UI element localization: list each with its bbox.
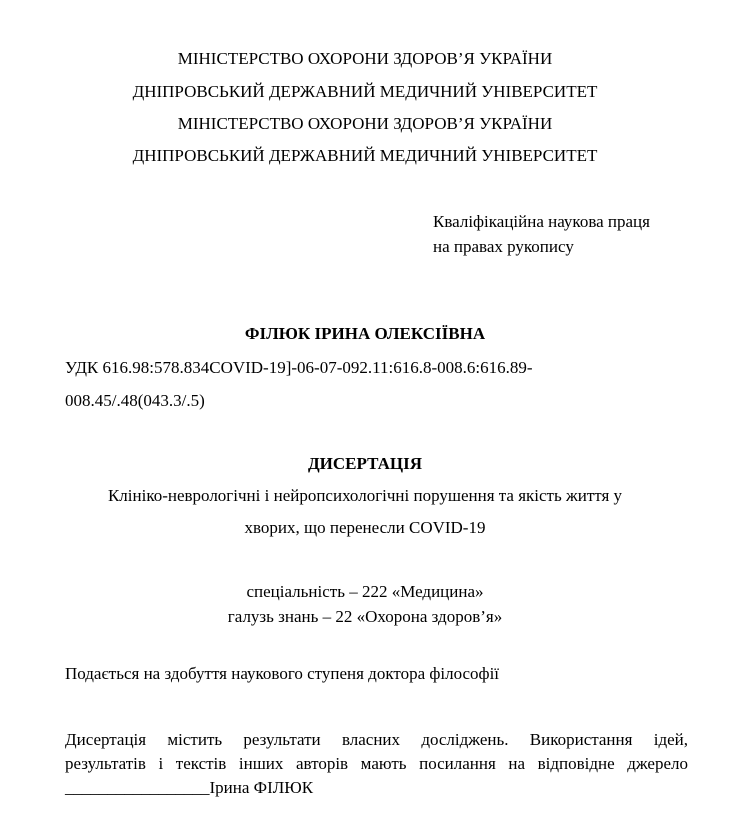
signature-blank: _________________ bbox=[65, 778, 210, 797]
dissertation-title-line-2: хворих, що перенесли COVID-19 bbox=[244, 518, 486, 537]
author-name: ФІЛЮК ІРИНА ОЛЕКСІЇВНА bbox=[244, 324, 486, 343]
manuscript-note-line-1: Кваліфікаційна наукова праця bbox=[433, 212, 650, 231]
declaration-line-1: Дисертація містить результати власних досліджень. Використання ідей, bbox=[65, 730, 688, 749]
field-of-knowledge-line: галузь знань – 22 «Охорона здоров’я» bbox=[227, 607, 503, 626]
dissertation-title-line-1: Клініко-неврологічні і нейропсихологічні порушення та якість життя у bbox=[107, 486, 623, 505]
specialty-line: спеціальність – 222 «Медицина» bbox=[246, 582, 484, 601]
manuscript-note-line-2: на правах рукопису bbox=[433, 237, 574, 256]
signature-line bbox=[65, 777, 313, 799]
udc-line-2: 008.45/.48(043.3/.5) bbox=[65, 391, 205, 410]
signature-name: Ірина ФІЛЮК bbox=[209, 778, 314, 797]
udc-line-1: УДК 616.98:578.834COVID-19]-06-07-092.11:616.8-008.6:616.89- bbox=[65, 358, 533, 377]
ministry-header-line-1: МІНІСТЕРСТВО ОХОРОНИ ЗДОРОВ’Я УКРАЇНИ bbox=[177, 49, 553, 68]
declaration-line-2: результатів і текстів інших авторів мають посилання на відповідне джерело bbox=[65, 754, 688, 773]
university-header-line-2: ДНІПРОВСЬКИЙ ДЕРЖАВНИЙ МЕДИЧНИЙ УНІВЕРСИТЕТ bbox=[132, 146, 598, 165]
submission-statement: Подається на здобуття наукового ступеня доктора філософії bbox=[65, 664, 500, 683]
university-header-line-1: ДНІПРОВСЬКИЙ ДЕРЖАВНИЙ МЕДИЧНИЙ УНІВЕРСИТЕТ bbox=[132, 82, 598, 101]
ministry-header-line-2: МІНІСТЕРСТВО ОХОРОНИ ЗДОРОВ’Я УКРАЇНИ bbox=[177, 114, 553, 133]
dissertation-heading: ДИСЕРТАЦІЯ bbox=[307, 454, 422, 473]
